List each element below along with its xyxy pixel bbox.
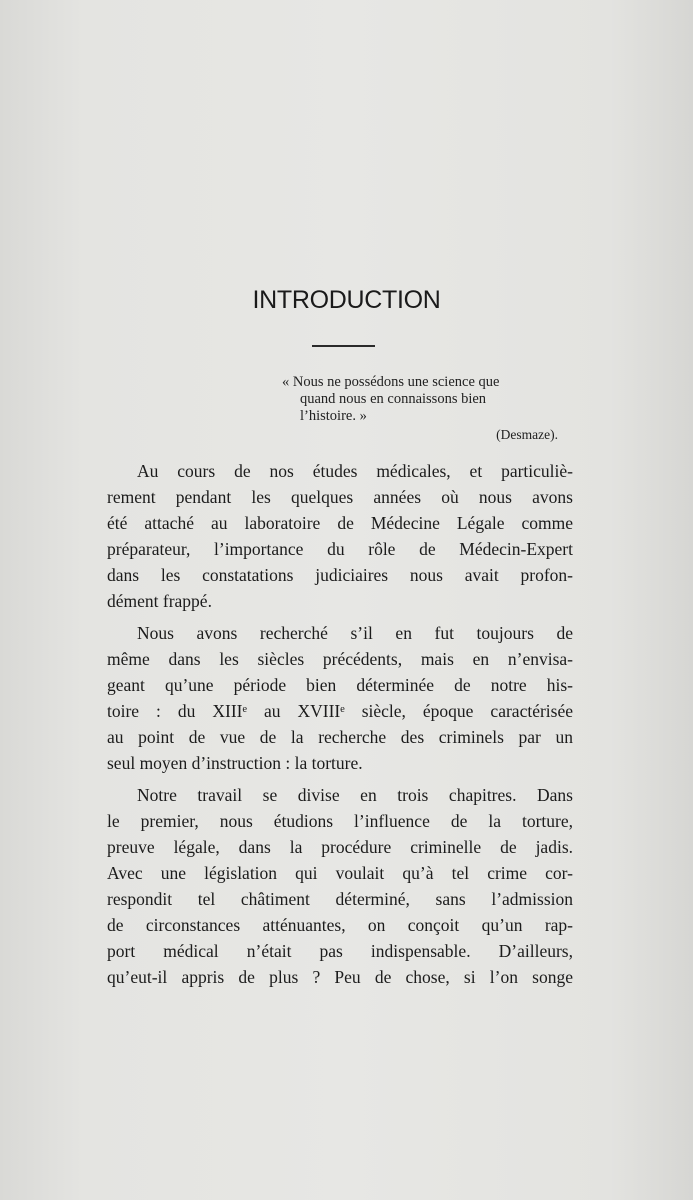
epigraph-author: (Desmaze). bbox=[496, 427, 558, 442]
text-line: Au cours de nos études médicales, et particuliè- bbox=[137, 461, 573, 481]
text-line: de circonstances atténuantes, on conçoit qu’un rap- bbox=[107, 915, 573, 935]
text-line: même dans les siècles précédents, mais en n’envisa- bbox=[107, 649, 573, 669]
text-line: été attaché au laboratoire de Médecine Légale comme bbox=[107, 513, 573, 533]
text-line: toire : du XIIIᵉ au XVIIIᵉ siècle, époque caractérisée bbox=[107, 701, 573, 721]
text-line: preuve légale, dans la procédure criminelle de jadis. bbox=[107, 837, 573, 857]
title-rule bbox=[312, 345, 375, 347]
epigraph-line: l’histoire. » bbox=[300, 408, 367, 424]
text-line: préparateur, l’importance du rôle de Médecin-Expert bbox=[107, 539, 573, 559]
epigraph bbox=[282, 374, 582, 443]
text-line: qu’eut-il appris de plus ? Peu de chose, si l’on songe bbox=[107, 967, 573, 987]
paragraph bbox=[107, 620, 573, 776]
epigraph-line: quand nous en connaissons bien bbox=[300, 391, 487, 407]
text-line: Nous avons recherché s’il en fut toujours de bbox=[137, 623, 573, 643]
text-line: seul moyen d’instruction : la torture. bbox=[107, 753, 363, 773]
text-line: respondit tel châtiment déterminé, sans l’admission bbox=[107, 889, 573, 909]
text-line: dément frappé. bbox=[107, 591, 212, 611]
epigraph-line: « Nous ne possédons une science que bbox=[282, 374, 500, 390]
text-line: le premier, nous étudions l’influence de la torture, bbox=[107, 811, 573, 831]
chapter-title: INTRODUCTION bbox=[252, 286, 441, 314]
paragraph bbox=[107, 458, 573, 614]
body-text bbox=[107, 458, 573, 990]
text-line: geant qu’une période bien déterminée de notre his- bbox=[107, 675, 573, 695]
text-line: dans les constatations judiciaires nous avait profon- bbox=[107, 565, 573, 585]
text-line: rement pendant les quelques années où nous avons bbox=[107, 487, 573, 507]
text-line: Avec une législation qui voulait qu’à tel crime cor- bbox=[107, 863, 573, 883]
text-line: Notre travail se divise en trois chapitres. Dans bbox=[137, 785, 573, 805]
paragraph bbox=[107, 782, 573, 990]
text-line: au point de vue de la recherche des criminels par un bbox=[107, 727, 573, 747]
text-line: port médical n’était pas indispensable. D’ailleurs, bbox=[107, 941, 573, 961]
